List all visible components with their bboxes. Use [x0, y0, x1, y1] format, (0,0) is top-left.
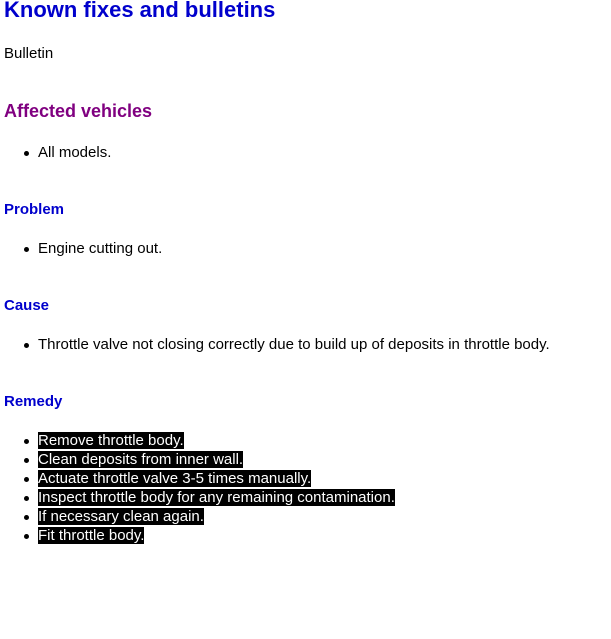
bullet-icon	[24, 247, 29, 252]
bullet-icon	[24, 534, 29, 539]
cause-heading: Cause	[4, 297, 50, 314]
list-item	[4, 526, 395, 545]
remedy-list	[4, 431, 395, 545]
problem-list	[4, 239, 162, 258]
list-item	[4, 488, 395, 507]
affected-vehicles-heading: Affected vehicles	[4, 101, 153, 121]
remedy-heading: Remedy	[4, 393, 63, 410]
list-item	[4, 335, 550, 354]
list-item-text: Throttle valve not closing correctly due to build up of deposits in throttle body.	[38, 336, 550, 353]
list-item	[4, 507, 395, 526]
list-item-text: All models.	[38, 144, 112, 161]
bullet-icon	[24, 477, 29, 482]
affected-vehicles-list	[4, 143, 111, 162]
remedy-step-text: Inspect throttle body for any remaining contamination.	[38, 489, 395, 506]
bullet-icon	[24, 343, 29, 348]
list-item	[4, 239, 162, 258]
cause-list	[4, 335, 550, 354]
remedy-step-text: Fit throttle body.	[38, 527, 145, 544]
list-item	[4, 143, 111, 162]
bullet-icon	[24, 496, 29, 501]
bullet-icon	[24, 439, 29, 444]
list-item	[4, 450, 395, 469]
list-item	[4, 469, 395, 488]
remedy-step-text: Actuate throttle valve 3-5 times manually.	[38, 470, 312, 487]
list-item-text: Engine cutting out.	[38, 240, 163, 257]
list-item	[4, 431, 395, 450]
bullet-icon	[24, 151, 29, 156]
page-title: Known fixes and bulletins	[4, 0, 276, 22]
remedy-step-text: Remove throttle body.	[38, 432, 184, 449]
remedy-step-text: Clean deposits from inner wall.	[38, 451, 244, 468]
problem-heading: Problem	[4, 201, 65, 218]
bullet-icon	[24, 458, 29, 463]
bullet-icon	[24, 515, 29, 520]
remedy-step-text: If necessary clean again.	[38, 508, 204, 525]
bulletin-label: Bulletin	[4, 45, 54, 62]
